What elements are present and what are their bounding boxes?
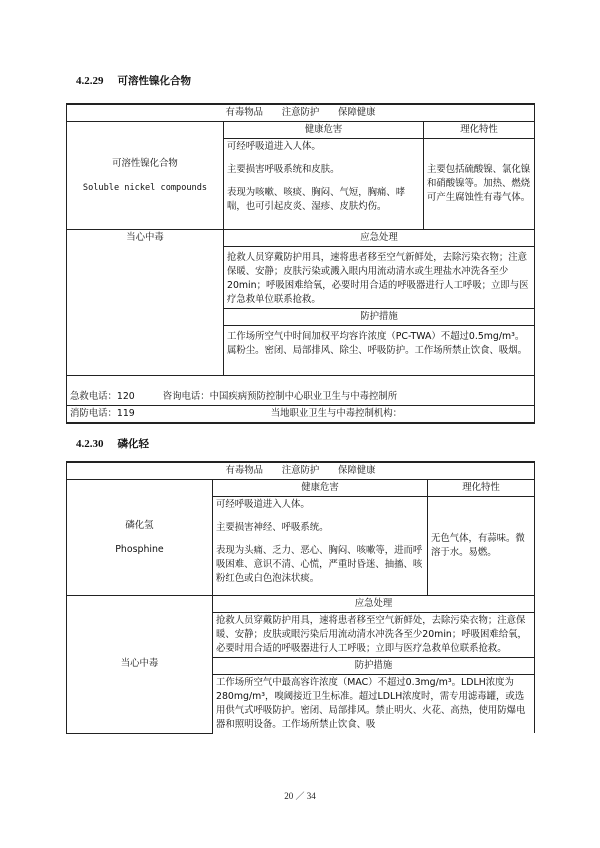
local-org: 当地职业卫生与中毒控制机构：	[270, 408, 403, 419]
hazard-paragraph: 表现为头痛、乏力、恶心、胸闷、咳嗽等，进而呼吸困难、意识不清、心慌，严重时昏迷、抽搐、咳粉红色或白色泡沫状痰。	[216, 545, 423, 584]
fire-phone: 消防电话：119	[70, 408, 135, 419]
section-heading: 可溶性镍化合物	[117, 75, 191, 87]
substance-name-en: Soluble nickel compounds	[82, 182, 208, 193]
section-number: 4.2.30	[76, 438, 104, 450]
emergency-text: 抢救人员穿戴防护用具，速将患者移至空气新鲜处，去除污染衣物；注意保暖、安静；皮肤或眼污染后用流动清水冲洗各至少20min；呼吸困难给氧，必要时用合适的呼吸器进行人工呼吸；立即与医疗急救单位联系抢救。	[213, 613, 535, 658]
health-hazard-label: 健康危害	[213, 480, 428, 497]
protection-label: 防护措施	[224, 309, 535, 326]
emergency-text: 抢救人员穿戴防护用具，速将患者移至空气新鲜处，去除污染衣物；注意保暖、安静；皮肤污染或溅入眼内用流动清水或生理盐水冲洗各至少20min；呼吸困难给氧，必要时用合适的呼吸器进行人工呼吸；立即与医疗急救单位联系抢救。	[224, 247, 535, 309]
property-label: 理化特性	[428, 480, 535, 497]
emergency-phone: 急救电话：120	[70, 391, 135, 402]
warning-label: 当心中毒	[67, 230, 224, 376]
hazard-paragraph: 主要损害呼吸系统和皮肤。	[227, 164, 340, 175]
page-number: 20 ／ 34	[284, 791, 316, 801]
emergency-label: 应急处理	[224, 230, 535, 247]
section-heading: 磷化轻	[117, 438, 149, 450]
consult-phone: 咨询电话：中国疾病预防控制中心职业卫生与中毒控制所	[162, 391, 398, 402]
property-label: 理化特性	[424, 122, 535, 139]
hazard-paragraph: 表现为咳嗽、咳痰、胸闷、气短，胸痛、哮喘，也可引起皮炎、湿疹、皮肤灼伤。	[227, 187, 406, 212]
substance-name-cell	[67, 480, 213, 596]
hazard-card-nickel	[66, 103, 535, 424]
hazard-paragraph: 主要损害神经、呼吸系统。	[216, 522, 329, 533]
substance-name-cn: 可溶性镍化合物	[112, 157, 178, 169]
protection-text: 工作场所空气中时间加权平均容许浓度（PC-TWA）不超过0.5mg/m³。属粉尘。密闭、局部排风、除尘、呼吸防护。工作场所禁止饮食、吸烟。	[224, 326, 535, 376]
section-title-2	[76, 436, 149, 451]
card-header: 有毒物品 注意防护 保障健康	[67, 104, 535, 122]
substance-name-cell	[67, 122, 224, 230]
hazard-paragraph: 可经呼吸道进入人体。	[227, 141, 321, 152]
hazard-card-phosphine	[66, 461, 535, 734]
substance-name-cn: 磷化氢	[125, 519, 154, 531]
hazard-paragraph: 可经呼吸道进入人体。	[216, 499, 310, 510]
section-number: 4.2.29	[76, 75, 104, 87]
warning-label: 当心中毒	[67, 596, 213, 734]
health-hazard-label: 健康危害	[224, 122, 424, 139]
health-hazard-text	[213, 497, 428, 596]
protection-text: 工作场所空气中最高容许浓度（MAC）不超过0.3mg/m³。LDLH浓度为280mg/m³，嗅阈接近卫生标准。超过LDLH浓度时，需专用滤毒罐，或选用供气式呼吸防护。密闭、局部排风。禁止明火、火花、高热，使用防爆电器和照明设备。工作场所禁止饮食、吸	[213, 675, 535, 734]
card-header: 有毒物品 注意防护 保障健康	[67, 462, 535, 480]
substance-name-en: Phosphine	[115, 543, 164, 555]
property-text: 主要包括硫酸镍、氯化镍和硝酸镍等。加热、燃烧可产生腐蚀性有毒气体。	[424, 139, 535, 230]
fire-row	[67, 406, 535, 424]
protection-label: 防护措施	[213, 658, 535, 675]
property-text: 无色气体，有蒜味。微溶于水。易燃。	[428, 497, 535, 596]
contact-row	[67, 376, 535, 406]
health-hazard-text	[224, 139, 424, 230]
emergency-label: 应急处理	[213, 596, 535, 613]
section-title-1	[76, 73, 191, 88]
